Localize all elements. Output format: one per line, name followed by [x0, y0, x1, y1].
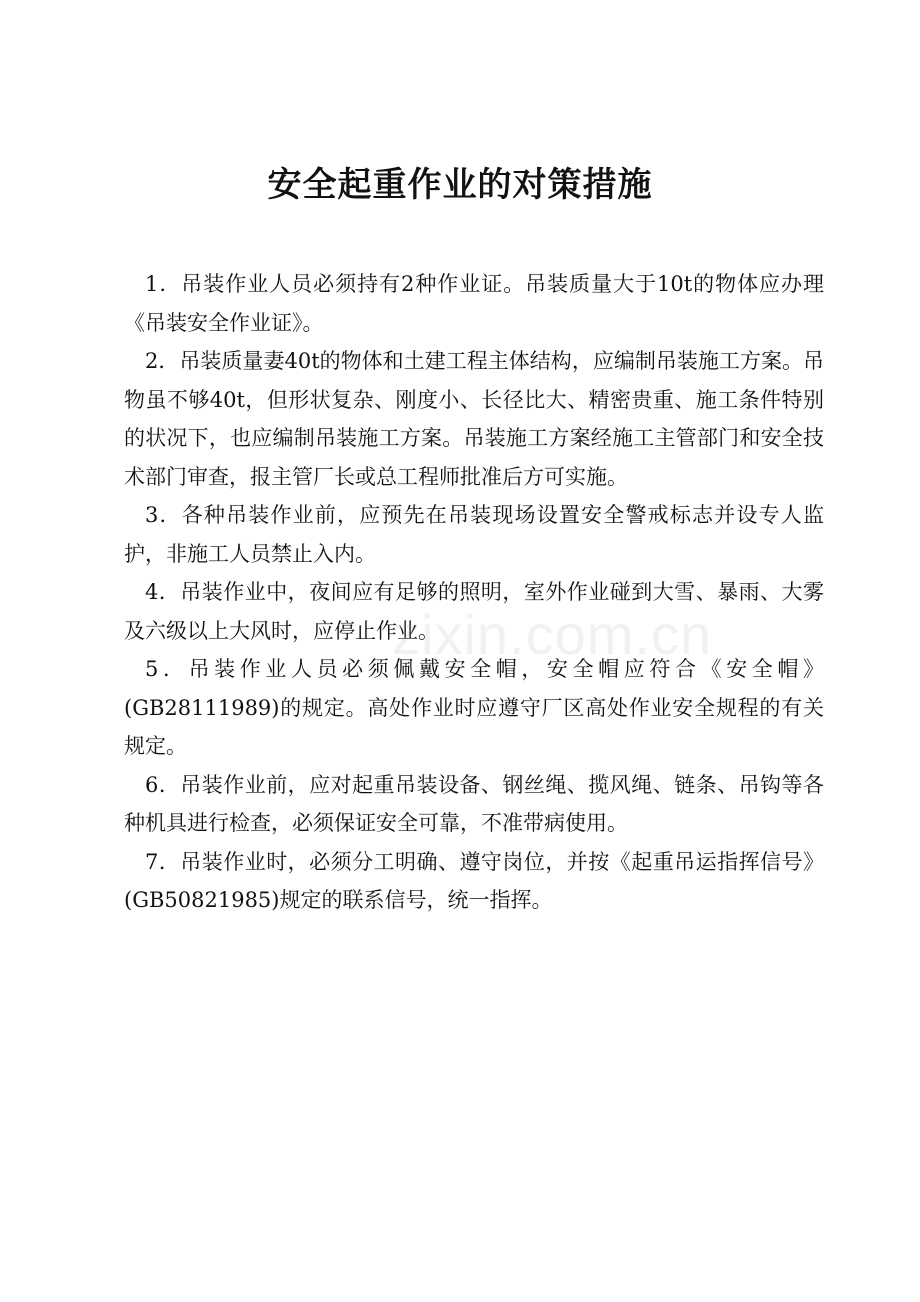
document-body: [124, 265, 824, 920]
paragraph-3: 3．各种吊装作业前，应预先在吊装现场设置安全警戒标志并设专人监护，非施工人员禁止入内。: [124, 503, 824, 566]
paragraph-6: 6．吊装作业前，应对起重吊装设备、钢丝绳、揽风绳、链条、吊钩等各种机具进行检查，必须保证安全可靠，不准带病使用。: [124, 772, 824, 835]
paragraph-1: 1．吊装作业人员必须持有2种作业证。吊装质量大于10t的物体应办理《吊装安全作业证》。: [124, 272, 824, 335]
watermark: zixin.com.cn: [392, 603, 713, 666]
paragraph-4: 4．吊装作业中，夜间应有足够的照明，室外作业碰到大雪、暴雨、大雾及六级以上大风时，应停止作业。: [124, 580, 824, 643]
paragraph-7: 7．吊装作业时，必须分工明确、遵守岗位，并按《起重吊运指挥信号》(GB50821985)规定的联系信号，统一指挥。: [124, 849, 824, 912]
document-title: 安全起重作业的对策措施: [267, 165, 653, 205]
paragraph-2: 2．吊装质量妻40t的物体和土建工程主体结构，应编制吊装施工方案。吊物虽不够40t，但形状复杂、刚度小、长径比大、精密贵重、施工条件特别的状况下，也应编制吊装施工方案。吊装施工方案经施工主管部门和安全技术部门审查，报主管厂长或总工程师批准后方可实施。: [124, 349, 824, 489]
paragraph-5: 5．吊装作业人员必须佩戴安全帽，安全帽应符合《安全帽》(GB28111989)的规定。高处作业时应遵守厂区高处作业安全规程的有关规定。: [124, 657, 824, 758]
